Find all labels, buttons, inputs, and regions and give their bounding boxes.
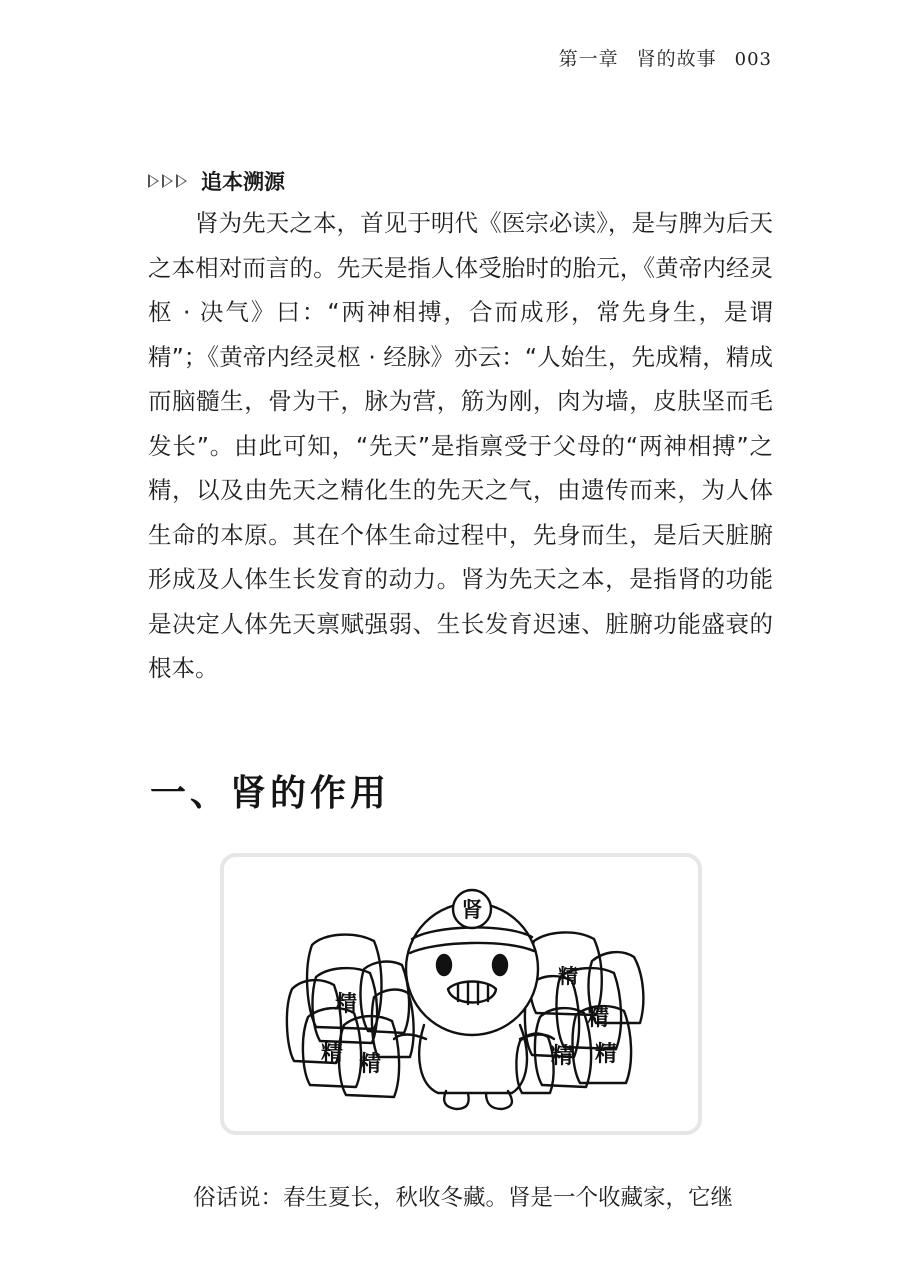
kidney-character [394,890,554,1109]
bag-label: 精 [320,1042,344,1067]
page-number: 003 [734,49,772,70]
running-header [559,44,772,71]
bag-label: 精 [550,1044,574,1069]
body-text [148,201,773,691]
subsection-heading [148,166,285,196]
triangle-marker-icon [148,174,187,188]
bag-label: 精 [558,964,578,988]
chapter-number: 第一章 [558,48,619,70]
subsection-title: 追本溯源 [201,169,285,194]
bag-label: 精 [586,1006,610,1031]
bag-label: 精 [358,1052,382,1077]
section-heading: 一、肾的作用 [150,773,391,814]
kidney-character-illustration [224,857,698,1131]
chapter-title: 肾的故事 [636,48,717,70]
continuation-text [148,1176,773,1220]
hat-label: 肾 [461,898,483,922]
bag-label: 精 [594,1042,618,1067]
paragraph: 肾为先天之本，首见于明代《医宗必读》，是与脾为后天之本相对而言的。先天是指人体受胎时的胎元，《黄帝内经灵枢 · 决气》曰：“两神相搏，合而成形，常先身生，是谓精”；《黄帝内经灵枢 · 经脉》亦云：“人始生，先成精，精成而脑髓生，骨为干，脉为营，筋为刚，肉为墙，皮肤坚而毛发长”。由此可知，“先天”是指禀受于父母的“两神相搏”之精，以及由先天之精化生的先天之气，由遗传而来，为人体生命的本原。其在个体生命过程中，先身而生，是后天脏腑形成及人体生长发育的动力。肾为先天之本，是指肾的功能是决定人体先天禀赋强弱、生长发育迟速、脏腑功能盛衰的根本。 [148,209,773,682]
illustration-frame [220,853,702,1135]
bag-label: 精 [334,992,358,1017]
paragraph: 俗话说：春生夏长，秋收冬藏。肾是一个收藏家，它继 [193,1185,734,1211]
